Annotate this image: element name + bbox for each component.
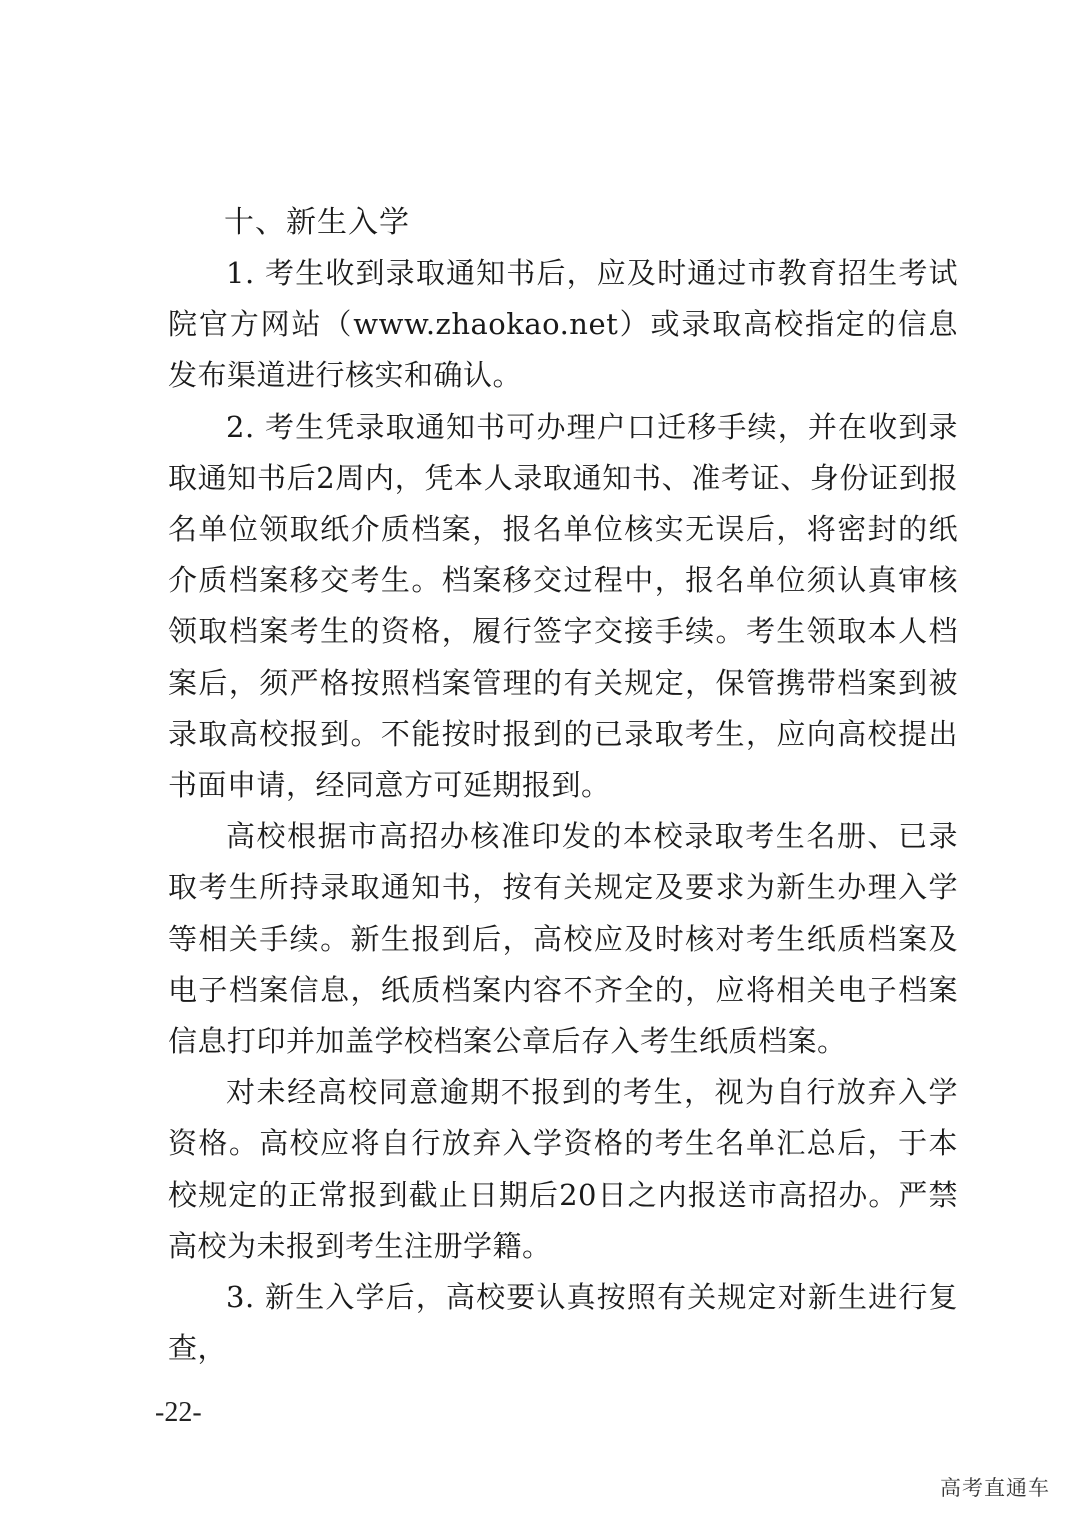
paragraph-3: 高校根据市高招办核准印发的本校录取考生名册、已录取考生所持录取通知书，按有关规定及要求为新生办理入学等相关手续。新生报到后，高校应及时核对考生纸质档案及电子档案信息，纸质档案内容不齐全的，应将相关电子档案信息打印并加盖学校档案公章后存入考生纸质档案。 — [168, 819, 958, 1059]
page-number: -22- — [155, 1397, 202, 1428]
document-body — [168, 197, 958, 1374]
section-heading: 十、新生入学 — [224, 205, 410, 240]
paragraph-5: 3. 新生入学后，高校要认真按照有关规定对新生进行复查， — [168, 1280, 958, 1366]
source-watermark: 高考直通车 — [940, 1476, 1050, 1500]
paragraph-4: 对未经高校同意逾期不报到的考生，视为自行放弃入学资格。高校应将自行放弃入学资格的考生名单汇总后，于本校规定的正常报到截止日期后20日之内报送市高招办。严禁高校为未报到考生注册学籍。 — [168, 1075, 958, 1263]
paragraph-2: 2. 考生凭录取通知书可办理户口迁移手续，并在收到录取通知书后2周内，凭本人录取通知书、准考证、身份证到报名单位领取纸介质档案，报名单位核实无误后，将密封的纸介质档案移交考生。档案移交过程中，报名单位须认真审核领取档案考生的资格，履行签字交接手续。考生领取本人档案后，须严格按照档案管理的有关规定，保管携带档案到被录取高校报到。不能按时报到的已录取考生，应向高校提出书面申请，经同意方可延期报到。 — [168, 409, 958, 803]
paragraph-1: 1. 考生收到录取通知书后，应及时通过市教育招生考试院官方网站（www.zhaokao.net）或录取高校指定的信息发布渠道进行核实和确认。 — [168, 256, 958, 393]
